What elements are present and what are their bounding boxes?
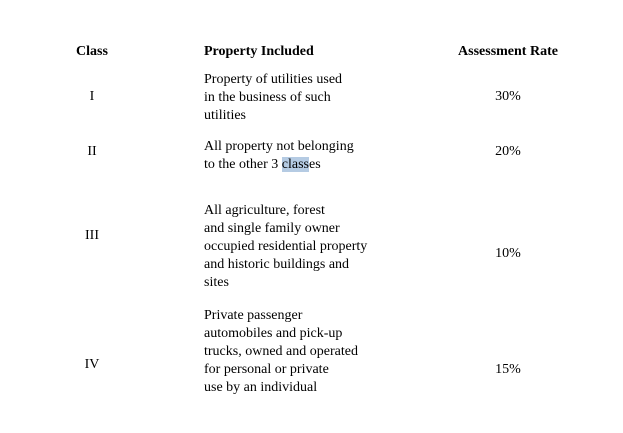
row-3-rate: 10% xyxy=(495,246,521,261)
row-3-class: III xyxy=(85,228,99,243)
property-line: and historic buildings and xyxy=(204,257,350,272)
row-1-class: I xyxy=(89,89,95,104)
property-line: for personal or private xyxy=(204,362,329,377)
property-line: sites xyxy=(204,275,229,290)
property-line: and single family owner xyxy=(204,221,340,236)
header-property: Property Included xyxy=(204,44,314,59)
header-rate: Assessment Rate xyxy=(458,44,558,59)
row-4-property xyxy=(204,307,358,397)
property-line: automobiles and pick-up xyxy=(204,326,343,341)
row-4-rate: 15% xyxy=(495,362,521,377)
row-4-class: IV xyxy=(84,357,100,372)
property-line: All property not belonging xyxy=(204,139,354,154)
property-line: trucks, owned and operated xyxy=(204,344,358,359)
property-line: utilities xyxy=(204,108,246,123)
row-1-property xyxy=(204,71,342,125)
row-2-rate: 20% xyxy=(495,144,521,159)
text: es xyxy=(308,157,321,172)
property-line xyxy=(204,156,354,174)
property-line: All agriculture, forest xyxy=(204,203,325,218)
property-line: use by an individual xyxy=(204,380,318,395)
property-line: Property of utilities used xyxy=(204,72,343,87)
property-line: in the business of such xyxy=(204,90,331,105)
property-line: Private passenger xyxy=(204,308,303,323)
row-2-property xyxy=(204,138,354,174)
text: to the other 3 xyxy=(204,157,282,172)
header-class: Class xyxy=(76,44,108,59)
row-3-property xyxy=(204,202,367,292)
row-1-rate: 30% xyxy=(495,89,521,104)
selected-text[interactable]: class xyxy=(281,157,309,172)
row-2-class: II xyxy=(87,144,97,159)
property-line: occupied residential property xyxy=(204,239,368,254)
